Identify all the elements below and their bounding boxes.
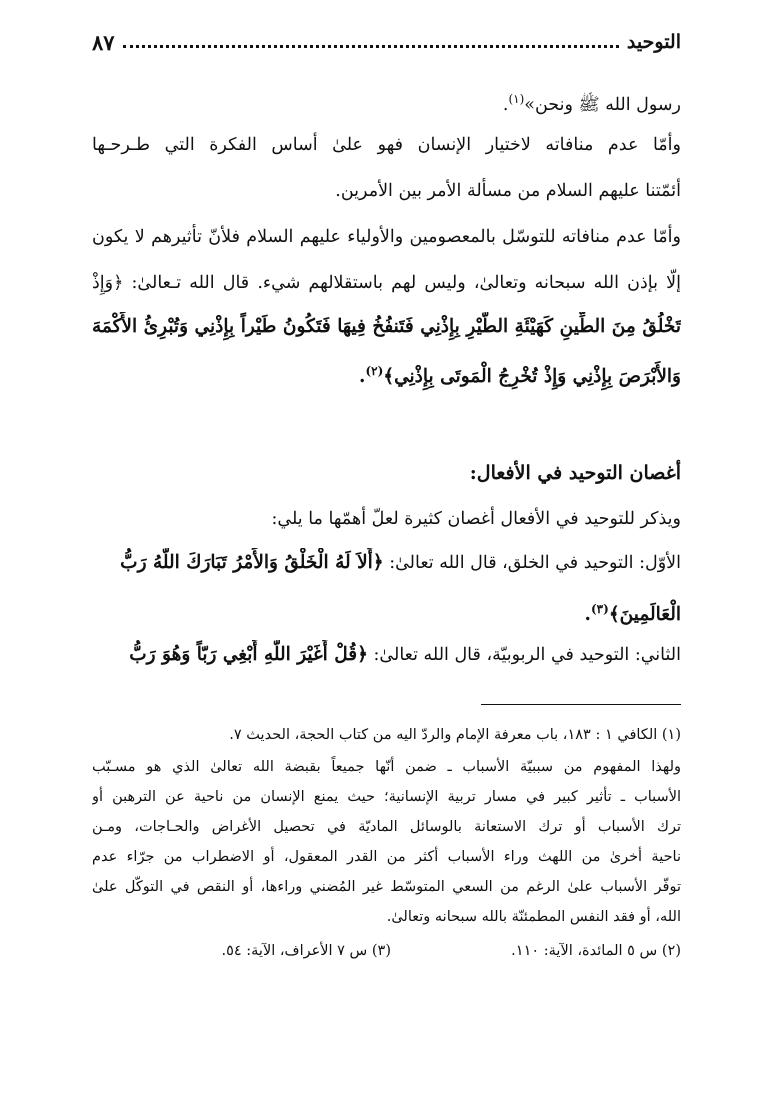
body-line-1: رسول الله ﷺ ونحن»$^{(١)}$.: [502, 92, 681, 115]
body-text: وأمّا عدم منافاته لاختيار الإنسان فهو علىٰ أساس الفكرة التي طـرحـها: [92, 135, 681, 155]
footnote-1-continuation: [92, 783, 681, 811]
body-text: أئمّتنا عليهم السلام من مسألة الأمر بين الأمرين.: [335, 181, 681, 201]
page-number: ٨٧: [92, 29, 115, 55]
footnote-text: الأسباب ـ تأثير كبير في مسار تربية الإنسانية؛ حيث يمنع الإنسان من ناحية عن الترهبن أو: [92, 789, 681, 805]
footnote-1-continuation: [92, 873, 681, 901]
footnotes-2-3: [92, 937, 681, 965]
body-line-2: [92, 130, 681, 160]
body-line-11: [92, 640, 681, 670]
verse-text: ﴿قُلْ أَغَيْرَ اللَّهِ أَبْغِي رَبّاً وَهُوَ رَبُّ: [129, 644, 368, 665]
body-line-8: [92, 504, 681, 534]
footnote-text: ولهذا المفهوم من سببيّة الأسباب ـ ضمن أنّها جميعاً بقبضة الله تعالىٰ الذي هو مسـبّب: [92, 759, 681, 775]
footnote-text: الله، أو فقد النفس المطمئنّة بالله سبحانه وتعالىٰ.: [386, 909, 681, 925]
footnote-text: توفّر الأسباب علىٰ الرغم من السعي المتوسّط غير المُضني وراءها، أو النقص في التوكّل علىٰ: [92, 879, 681, 895]
verse-text: تَخْلُقُ مِنَ الطِّينِ كَهَيْئَةِ الطَّيْرِ بِإِذْنِي فَتَنفُخُ فِيهَا فَتَكُونُ طَيْراً بِإِذْنِي وَتُبْرِئُ الأَكْمَهَ: [92, 316, 681, 337]
verse-text: ﴿أَلاَ لَهُ الْخَلْقُ وَالأَمْرُ تَبَارَكَ اللَّهُ رَبُّ: [120, 552, 384, 573]
body-text: وأمّا عدم منافاته للتوسّل بالمعصومين والأولياء عليهم السلام فلأنّ تأثيرهم لا يكون: [92, 227, 681, 247]
body-text: الثاني: التوحيد في الربوبيّة، قال الله تعالىٰ:: [367, 645, 681, 665]
body-text: إلّا بإذن الله سبحانه وتعالىٰ، وليس لهم باستقلالهم شيء. قال الله تـعالىٰ: ﴿وَإِذْ: [92, 273, 681, 293]
footnote-2: (٢) س ٥ المائدة، الآية: ١١٠.: [511, 943, 681, 959]
quran-verse-line-3: الْعَالَمِينَ﴾$^{(٣)}$.: [584, 602, 681, 626]
body-line-5: [92, 268, 681, 298]
body-text: ويذكر للتوحيد في الأفعال أغصان كثيرة لعلّ أهمّها ما يلي:: [271, 509, 681, 529]
body-line-3: [92, 176, 681, 206]
footnote-ref: (١): [508, 92, 525, 106]
footnote-ref: (٢): [365, 364, 384, 378]
body-text: الأوّل: التوحيد في الخلق، قال الله تعالىٰ:: [383, 553, 681, 573]
header-title: التوحيد: [626, 31, 681, 53]
body-text: رسول الله ﷺ ونحن»: [524, 94, 681, 115]
running-header: [92, 26, 681, 58]
section-heading: [92, 458, 681, 489]
body-line-4: [92, 222, 681, 252]
footnote-1: [92, 721, 681, 749]
body-line-9: [92, 548, 681, 578]
footnote-1-continuation: [92, 813, 681, 841]
footnote-ref: (٣): [590, 602, 609, 616]
footnote-separator: [481, 704, 681, 705]
footnote-text: ناحية أخرىٰ من اللهث وراء الأسباب أكثر من القدر المعقول، أو الاضطراب من جرّاء عدم: [92, 849, 681, 865]
quran-verse-line-1: [92, 312, 681, 342]
quran-verse-line-2: وَالأَبْرَصَ بِإِذْنِي وَإِذْ تُخْرِجُ الْمَوتَى بِإِذْنِي﴾$^{(٢)}$.: [358, 364, 681, 388]
header-dot-leader: [123, 45, 619, 48]
verse-text: الْعَالَمِينَ﴾: [608, 604, 681, 626]
footnote-3: (٣) س ٧ الأعراف، الآية: ٥٤.: [221, 943, 391, 959]
section-title: أغصان التوحيد في الأفعال:: [469, 462, 681, 484]
footnote-text: ترك الأسباب أو ترك الاستعانة بالوسائل الماديّة في تحصيل الأغراض والحـاجات، ومـن: [92, 819, 681, 835]
footnote-1-continuation: [92, 753, 681, 781]
footnote-1-continuation: [92, 843, 681, 871]
verse-text: وَالأَبْرَصَ بِإِذْنِي وَإِذْ تُخْرِجُ الْمَوتَى بِإِذْنِي﴾: [383, 366, 681, 388]
footnote-text: (١) الكافي ١ : ١٨٣، باب معرفة الإمام والردّ اليه من كتاب الحجة، الحديث ٧.: [229, 727, 681, 743]
footnote-1-continuation: [92, 903, 681, 931]
